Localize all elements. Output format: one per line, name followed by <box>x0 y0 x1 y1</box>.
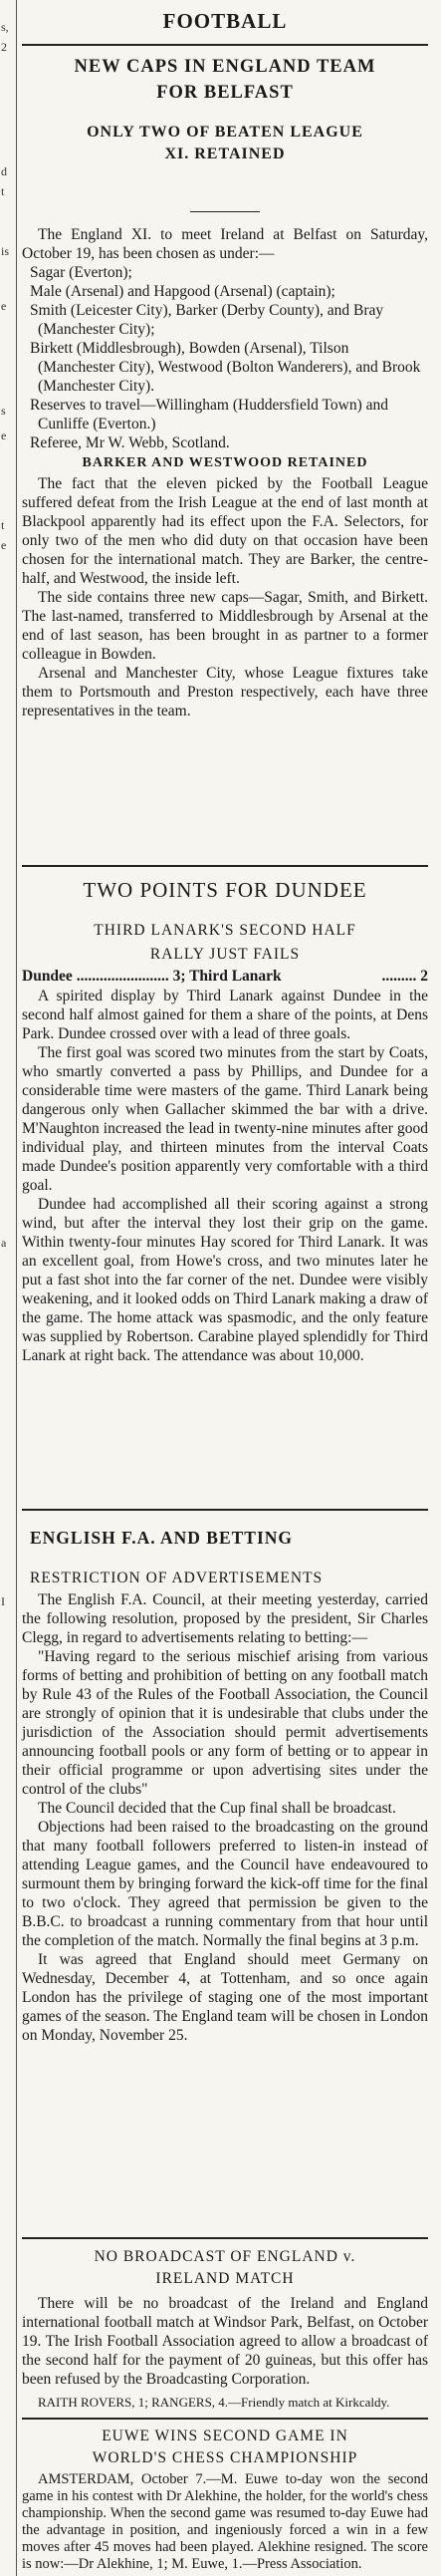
paragraph: The side contains three new caps—Sagar, Smith, and Birkett. The last-named, transferred to Middlesbrough by Arsenal at the end of last season, has been brought in as partner to a former colleague in Bowden. <box>22 589 428 663</box>
paragraph: The fact that the eleven picked by the Football League suffered defeat from the Irish League at the end of last month at Blackpool apparently had its effect upon the F.A. Selectors, for only two of the men who did duty on that occasion have been chosen for the international match. They are Barker, the centre-half, and Westwood, the inside left. <box>22 475 428 587</box>
subheadline: XI. RETAINED <box>164 145 286 162</box>
paragraph: Objections had been raised to the broadcasting on the ground that many football followers preferred to listen-in instead of attending League games, and the Council have endeavoured to surmount them by bringing forward the kick-off time for the final to two o'clock. They agreed that permission be given to the B.B.C. to broadcast a running commentary from that hour until the completion of the match. Normally the final begins at 3 p.m. <box>22 1819 428 1949</box>
team-line: Male (Arsenal) and Hapgood (Arsenal) (captain); <box>30 283 335 300</box>
paragraph: It was agreed that England should meet Germany on Wednesday, December 4, at Tottenham, and so once again London has the privilege of staging one of the most important games of the season. The England team will be chosen in London on Monday, November 25. <box>22 1951 428 2044</box>
team-line: Reserves to travel—Willingham (Huddersfield Town) and Cunliffe (Everton.) <box>30 397 389 432</box>
paragraph: AMSTERDAM, October 7.—M. Euwe to-day won the second game in his contest with Dr Alekhine, the holder, for the world's chess championship. When the second game was resumed to-day Euwe had the advantage in position, and ingeniously forced a win in a few moves after 45 moves had been played. Alekhine resigned. The score is now:—Dr Alekhine, 1; M. Euwe, 1.—Press Association. <box>22 2471 428 2572</box>
team-line: Smith (Leicester City), Barker (Derby County), and Bray (Manchester City); <box>30 302 384 338</box>
subheadline: THIRD LANARK'S SECOND HALF <box>94 922 356 939</box>
gutter-fragment: t <box>1 518 5 532</box>
divider <box>22 865 428 867</box>
headline-line: NO BROADCAST OF ENGLAND v. <box>94 2248 356 2265</box>
headline-betting: ENGLISH F.A. AND BETTING <box>30 1528 294 1548</box>
divider <box>22 2237 428 2239</box>
paragraph: The Council decided that the Cup final shall be broadcast. <box>38 1800 396 1817</box>
subheadline: ONLY TWO OF BEATEN LEAGUE <box>87 124 363 141</box>
gutter-fragment: d <box>1 164 7 178</box>
score-left: Dundee ........................ 3; Third Lanark <box>22 968 282 985</box>
subheadline: BARKER AND WESTWOOD RETAINED <box>82 455 368 470</box>
team-line: Sagar (Everton); <box>30 264 132 281</box>
gutter-fragment: 2 <box>1 40 7 54</box>
team-line: Referee, Mr W. Webb, Scotland. <box>30 434 230 451</box>
article-chess <box>22 2471 428 2573</box>
headline-line: IRELAND MATCH <box>155 2270 295 2287</box>
headline-line: WORLD'S CHESS CHAMPIONSHIP <box>92 2449 358 2466</box>
article-betting <box>22 1567 428 2045</box>
paragraph: The English F.A. Council, at their meeting yesterday, carried the following resolution, proposed by the president, Sir Charles Clegg, in regard to advertisements relating to betting:— <box>22 1591 428 1646</box>
score-line <box>22 967 428 987</box>
short-rule <box>190 211 260 212</box>
gutter-fragment: I <box>1 1594 5 1608</box>
gutter-fragment: e <box>1 538 7 552</box>
divider <box>22 1509 428 1511</box>
subheadline: RESTRICTION OF ADVERTISEMENTS <box>30 1570 324 1586</box>
divider <box>22 44 428 46</box>
section-title: FOOTBALL <box>162 9 288 33</box>
result-note: RAITH ROVERS, 1; RANGERS, 4.—Friendly match at Kirkcaldy. <box>38 2395 390 2410</box>
headline-dundee: TWO POINTS FOR DUNDEE <box>83 878 367 902</box>
quoted-resolution: "Having regard to the serious mischief arising from various forms of betting and prohibition of betting on any football match by Rule 43 of the Rules of the Football Association, the Council are strongly of opinion that it is undesirable that clubs under the jurisdiction of the Association should permit advertisements announcing football pools or any form of betting or to appear in their official programme or upon advertising sites under the control of the clubs" <box>22 1648 428 1798</box>
gutter-fragment: a <box>1 1236 7 1250</box>
paragraph: The England XI. to meet Ireland at Belfast on Saturday, October 19, has been chosen as under:— <box>22 226 428 262</box>
headline-england-caps <box>22 54 428 165</box>
paragraph: The first goal was scored two minutes from the start by Coats, who smartly converted a pass by Phillips, and Dundee for a considerable time were masters of the game. Third Lanark being dangerous only when Gallacher skimmed the bar with a drive. M'Naughton increased the lead in twenty-nine minutes after good individual play, and thirteen minutes from the interval Coats made Dundee's position apparently very comfortable with a third goal. <box>22 1044 428 1194</box>
headline-line: EUWE WINS SECOND GAME IN <box>102 2428 348 2444</box>
headline-no-broadcast <box>22 2246 428 2290</box>
score-right: ......... 2 <box>381 968 428 985</box>
gutter-fragment: s, <box>1 20 9 34</box>
paragraph: Dundee had accomplished all their scoring against a strong wind, but after the interval they lost their grip on the game. Within twenty-four minutes Hay scored for Third Lanark. It was an excellent goal, from Howe's cross, and two minutes later he put a fast shot into the far corner of the net. Dundee were visibly weakening, and it looked odds on Third Lanark making a draw of the game. The home attack was spasmodic, and the only feature was supplied by Robertson. Carabine played splendidly for Third Lanark at right back. The attendance was about 10,000. <box>22 1196 428 1364</box>
subheadline: RALLY JUST FAILS <box>149 946 301 963</box>
article-no-broadcast <box>22 2294 428 2411</box>
gutter-fragment: e <box>1 299 7 313</box>
paragraph: There will be no broadcast of the Ireland and England international football match at Windsor Park, Belfast, on October 19. The Irish Football Association agreed to allow a broadcast of the second half for the payment of 20 guineas, but this offer has been refused by the Broadcasting Corporation. <box>22 2295 428 2388</box>
headline-line: NEW CAPS IN ENGLAND TEAM <box>74 57 376 77</box>
gutter-fragment: s <box>1 404 6 418</box>
gutter-fragment: is <box>1 244 10 258</box>
article-england-team <box>22 225 428 720</box>
article-dundee <box>22 919 428 1365</box>
divider <box>22 2418 428 2420</box>
gutter-fragment: t <box>1 184 5 198</box>
paragraph: A spirited display by Third Lanark against Dundee in the second half almost gained for them a share of the points, at Dens Park. Dundee crossed over with a lead of three goals. <box>22 988 428 1042</box>
paragraph: Arsenal and Manchester City, whose League fixtures take them to Portsmouth and Preston respectively, each have three representatives in the team. <box>22 665 428 719</box>
headline-chess <box>22 2426 428 2469</box>
headline-line: FOR BELFAST <box>156 83 294 103</box>
team-line: Birkett (Middlesbrough), Bowden (Arsenal), Tilson (Manchester City), Westwood (Bolton Wanderers), and Brook (Manchester City). <box>30 340 421 395</box>
column-gutter <box>0 0 17 2576</box>
gutter-fragment: e <box>1 429 7 442</box>
